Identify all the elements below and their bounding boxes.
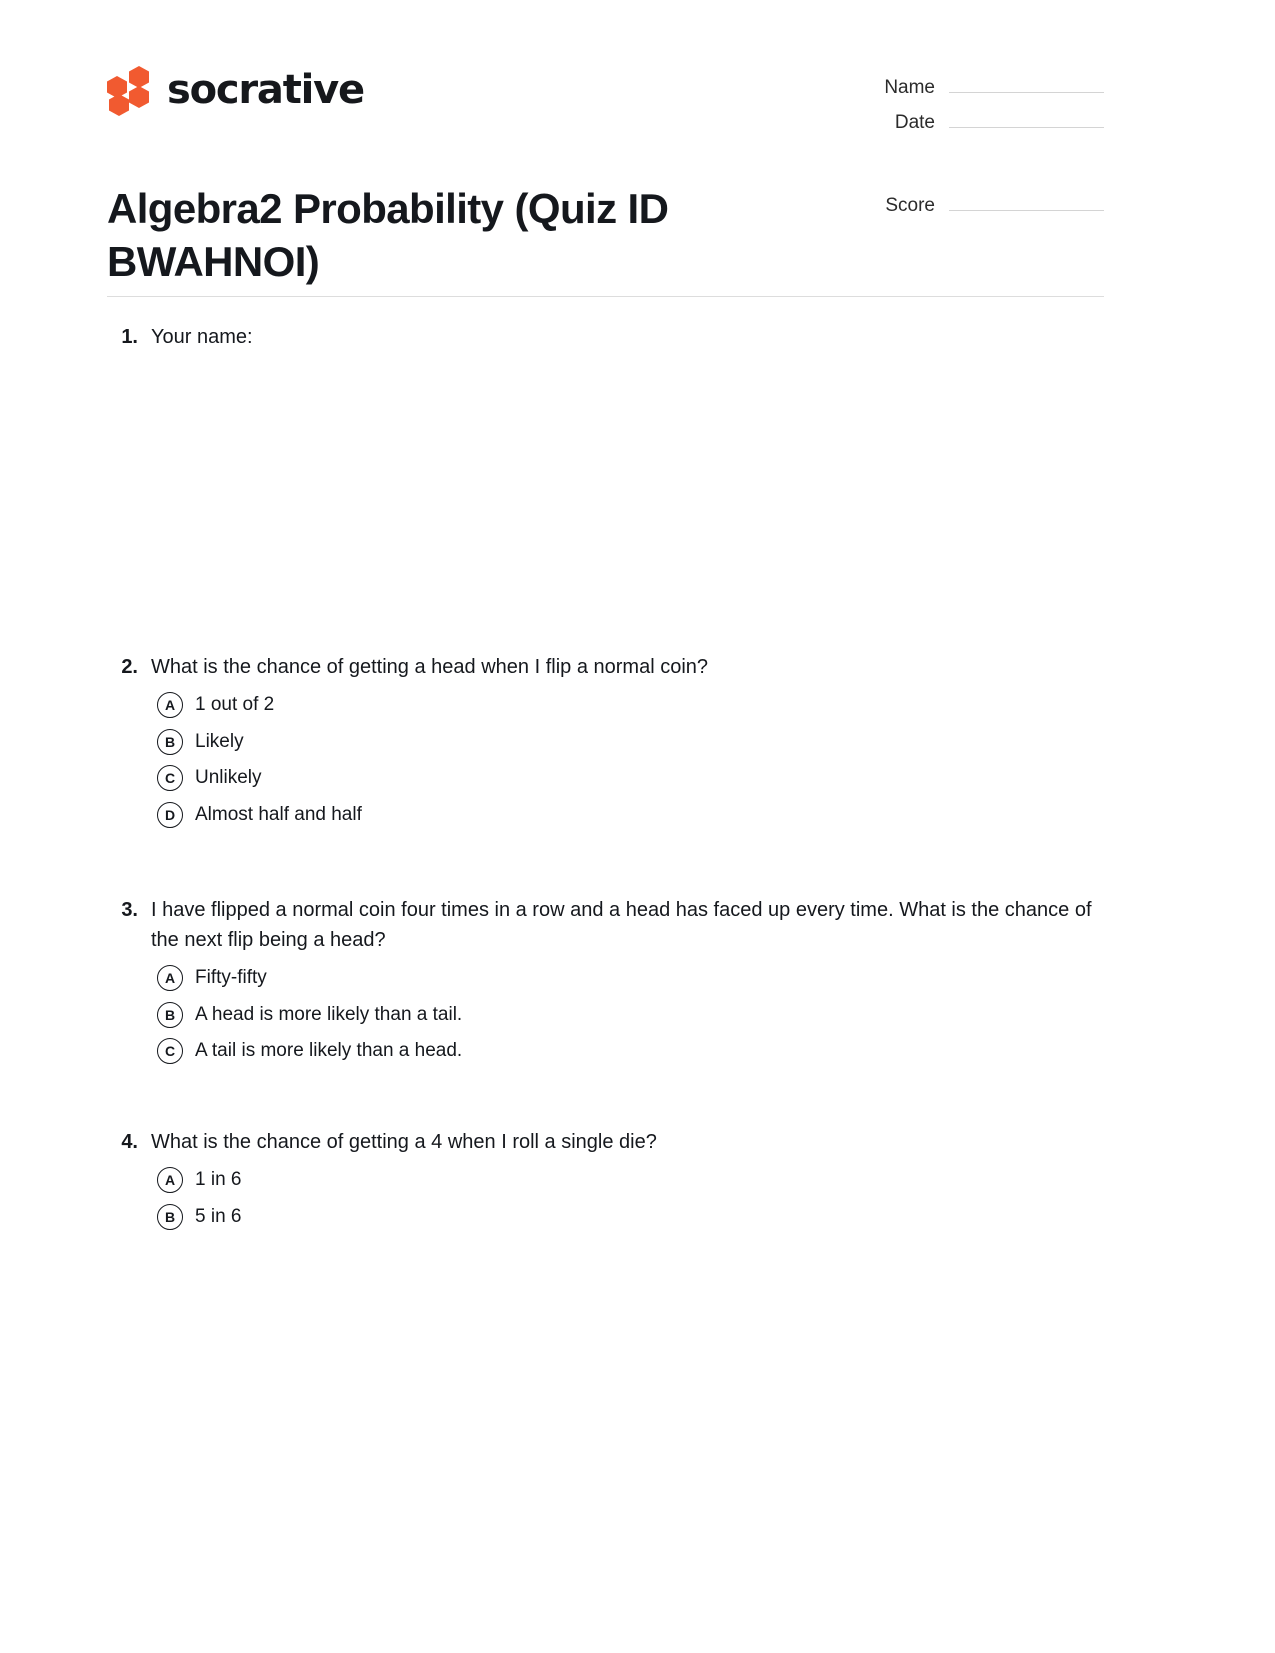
date-write-in-line[interactable] — [949, 111, 1104, 128]
date-label: Date — [894, 112, 935, 133]
question-text: What is the chance of getting a 4 when I roll a single die? — [151, 1131, 657, 1153]
choice-option[interactable] — [107, 802, 1104, 829]
hexagon-icon — [107, 76, 127, 98]
choice-option[interactable] — [107, 965, 1104, 992]
score-write-in-line[interactable] — [949, 194, 1104, 211]
choice-bubble-icon[interactable]: B — [157, 1002, 183, 1028]
choice-bubble-icon[interactable]: B — [157, 729, 183, 755]
choice-label: Likely — [195, 730, 244, 752]
question-item — [107, 895, 1104, 1065]
socrative-hexagon-logo-icon — [107, 68, 153, 112]
choice-label: Fifty-fifty — [195, 967, 267, 988]
hexagon-icon — [129, 86, 149, 108]
question-item — [107, 652, 1104, 828]
choice-label: 1 in 6 — [195, 1169, 242, 1190]
choice-option[interactable] — [107, 1204, 1104, 1231]
choice-bubble-icon[interactable]: A — [157, 965, 183, 991]
choice-list — [107, 1167, 1104, 1230]
hexagon-icon — [129, 66, 149, 88]
question-number: 2. — [121, 656, 138, 678]
header-divider — [107, 296, 1104, 297]
choice-bubble-icon[interactable]: D — [157, 802, 183, 828]
choice-label: 1 out of 2 — [195, 694, 275, 715]
question-number: 1. — [121, 326, 138, 348]
hexagon-icon — [109, 94, 129, 116]
choice-option[interactable] — [107, 765, 1104, 792]
choice-label: A tail is more likely than a head. — [195, 1040, 463, 1062]
choice-bubble-icon[interactable]: B — [157, 1204, 183, 1230]
question-number: 3. — [121, 899, 138, 921]
brand-logo — [107, 60, 364, 112]
choice-list — [107, 692, 1104, 828]
choice-bubble-icon[interactable]: A — [157, 1167, 183, 1193]
question-text: I have flipped a normal coin four times in a row and a head has faced up every time. What is the chance of the next flip being a head? — [151, 899, 1092, 951]
choice-option[interactable] — [107, 692, 1104, 719]
choice-label: Almost half and half — [195, 803, 362, 825]
choice-list — [107, 965, 1104, 1065]
brand-name: socrative — [167, 67, 364, 113]
name-field-row — [858, 76, 1104, 99]
choice-option[interactable] — [107, 1167, 1104, 1194]
choice-bubble-icon[interactable]: C — [157, 765, 183, 791]
student-info-block — [858, 60, 1104, 229]
choice-label: Unlikely — [195, 767, 262, 789]
question-number: 4. — [121, 1131, 138, 1153]
score-field-row — [858, 194, 1104, 217]
choice-bubble-icon[interactable]: A — [157, 692, 183, 718]
name-label: Name — [884, 77, 935, 98]
choice-label: A head is more likely than a tail. — [195, 1003, 463, 1025]
name-write-in-line[interactable] — [949, 76, 1104, 93]
choice-bubble-icon[interactable]: C — [157, 1038, 183, 1064]
page-title: Algebra2 Probability (Quiz ID BWAHNOI) — [107, 185, 669, 286]
choice-option[interactable] — [107, 1038, 1104, 1065]
date-field-row — [858, 111, 1104, 134]
choice-option[interactable] — [107, 1002, 1104, 1029]
question-item — [107, 322, 1104, 358]
question-text: What is the chance of getting a head when I flip a normal coin? — [151, 656, 709, 678]
score-label: Score — [885, 195, 935, 216]
choice-label: 5 in 6 — [195, 1205, 242, 1227]
choice-option[interactable] — [107, 729, 1104, 756]
question-text: Your name: — [151, 326, 253, 348]
question-item — [107, 1127, 1104, 1230]
